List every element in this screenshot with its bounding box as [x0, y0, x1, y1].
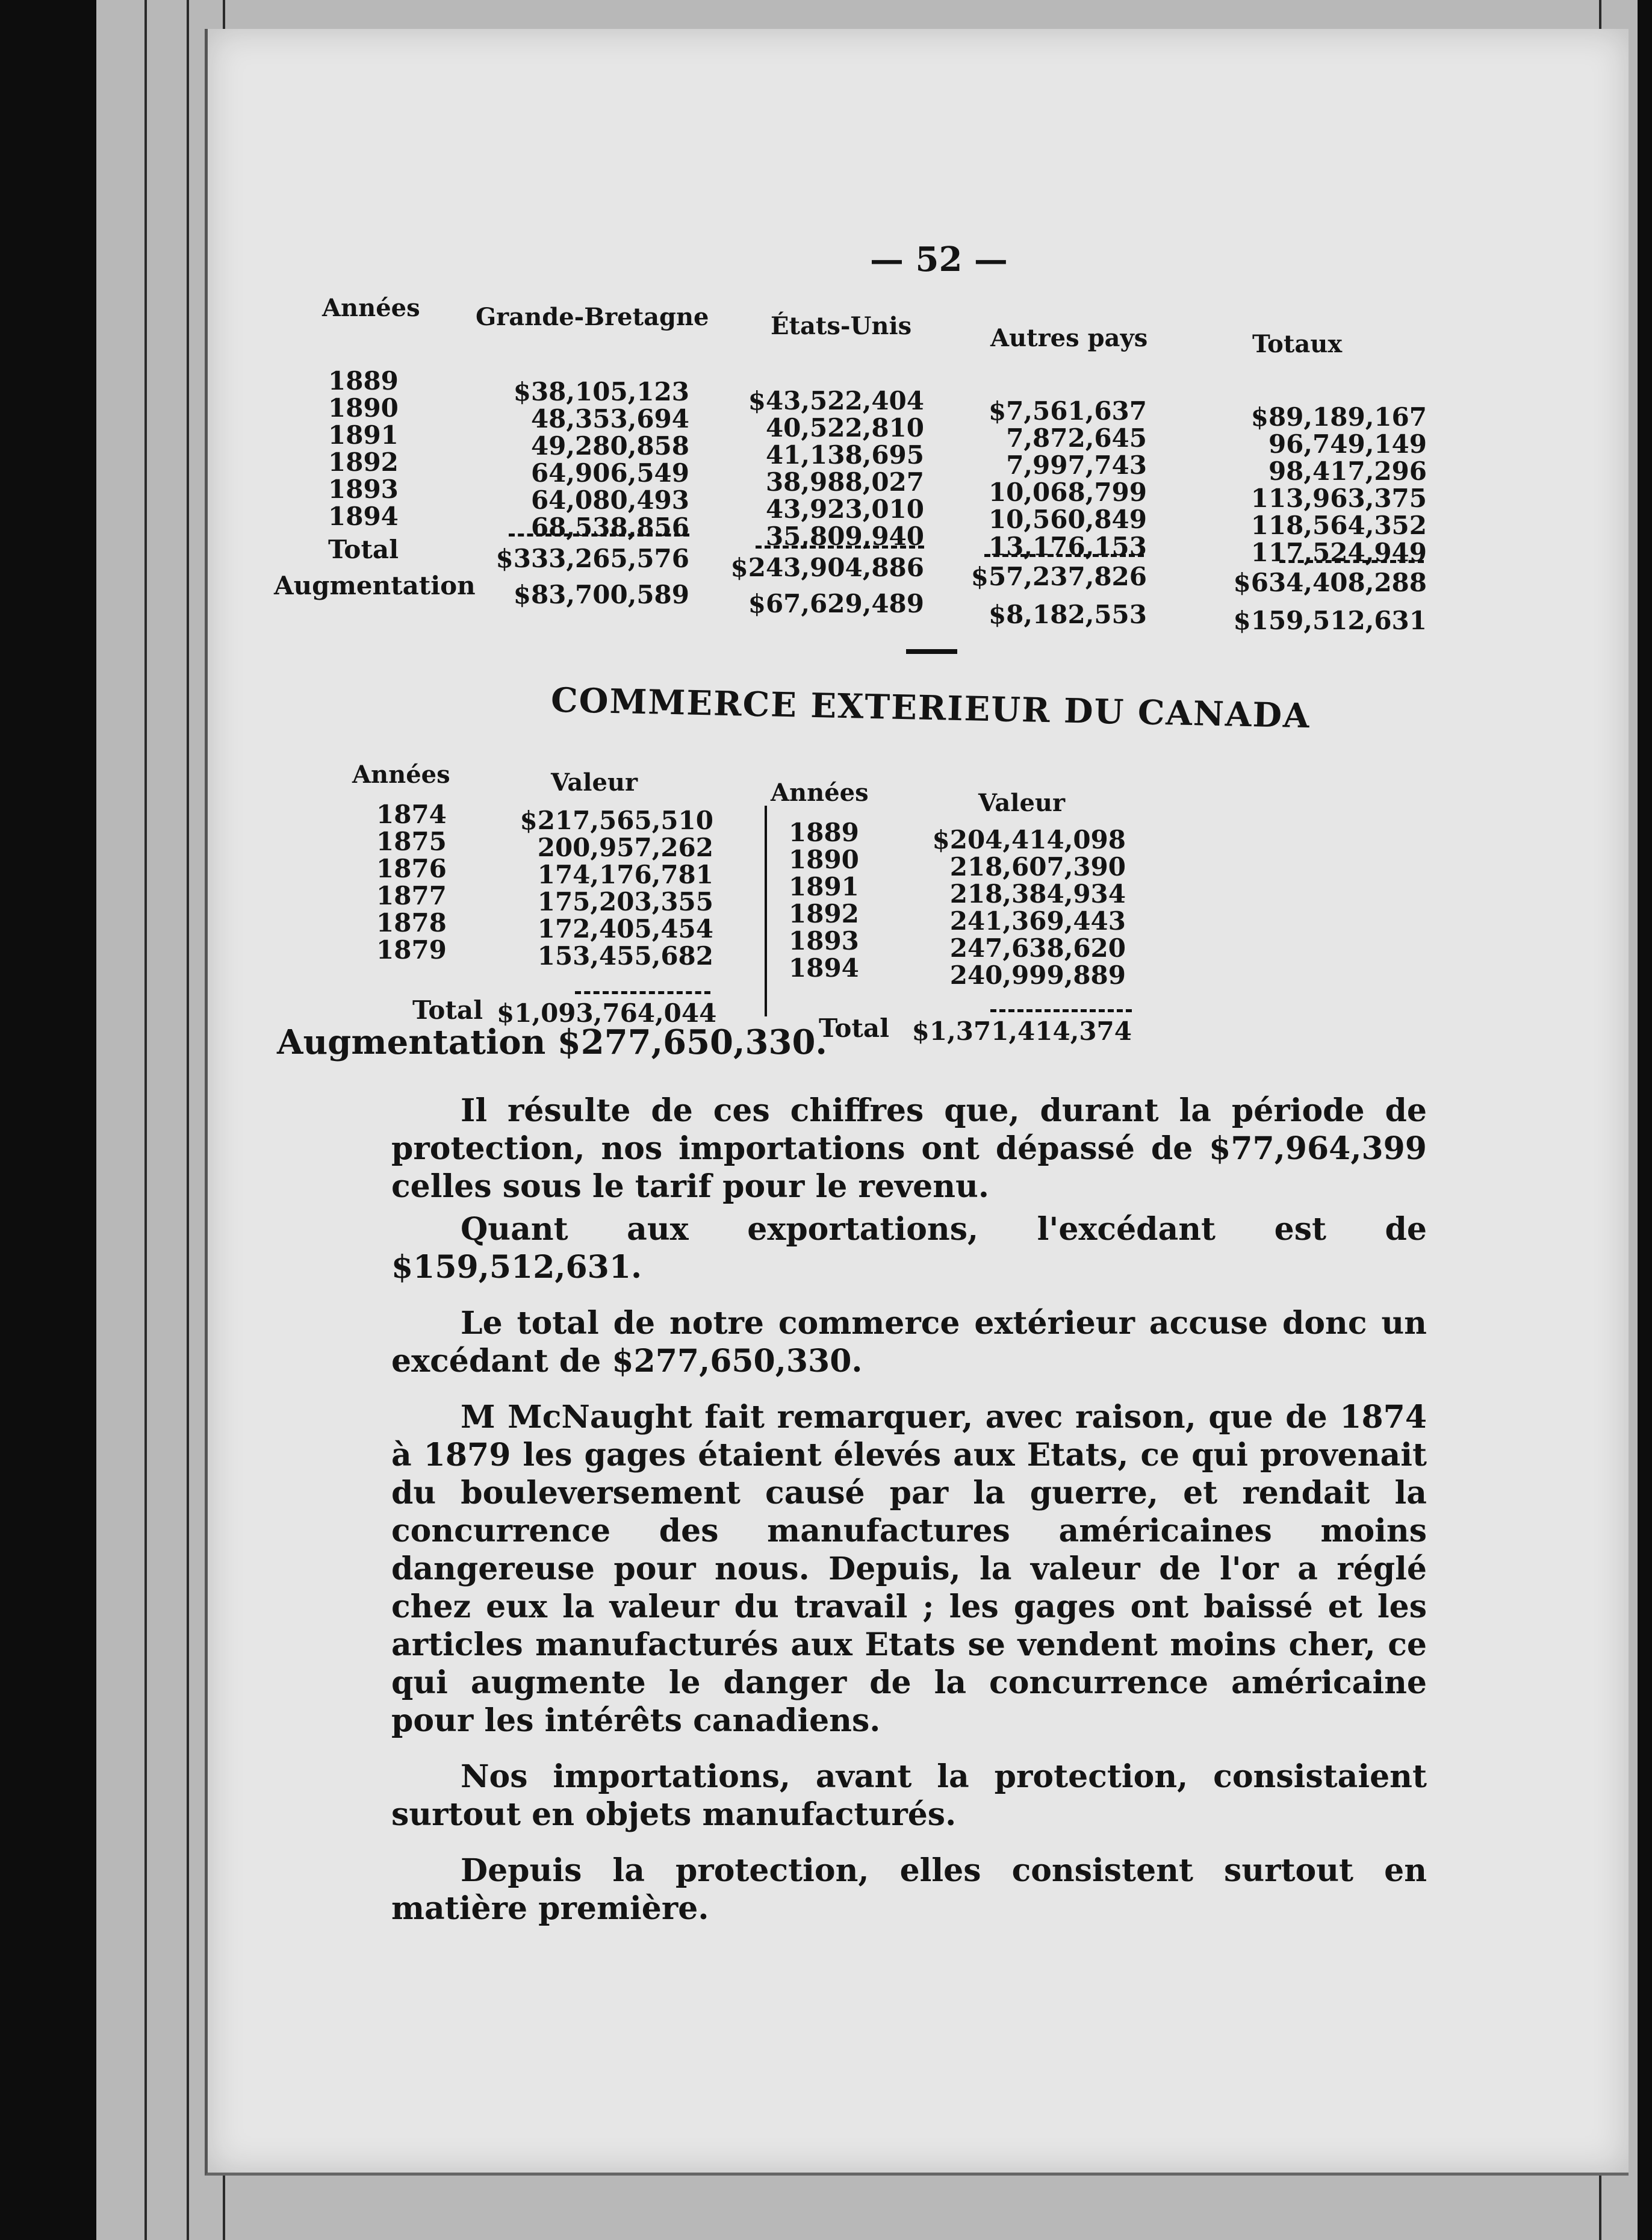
totals-cell: 117,524,949 [1250, 538, 1427, 567]
great-britain-cell: $38,105,123 [513, 377, 689, 406]
year-cell: 1889 [328, 366, 399, 396]
value-cell: 241,369,443 [949, 906, 1126, 936]
value-cell: 174,176,781 [537, 860, 713, 889]
year-cell: 1879 [376, 935, 447, 965]
totals-cell: 98,417,296 [1268, 456, 1427, 486]
header-united-states: États-Unis [771, 312, 912, 340]
paragraph: Depuis la protection, elles consistent surtout en matière première. [391, 1852, 1427, 1927]
united-states-cell: $43,522,404 [748, 386, 924, 415]
united-states-cell: 38,988,027 [765, 467, 924, 497]
year-cell: 1894 [789, 953, 859, 983]
book-page [205, 29, 1629, 2176]
great-britain-cell: 64,906,549 [530, 458, 689, 488]
page-number: — 52 — [870, 240, 1008, 279]
total-value: $1,371,414,374 [911, 1016, 1132, 1046]
year-cell: 1892 [328, 447, 399, 477]
paragraph: Nos importations, avant la protection, consistaient surtout en objets manufacturés. [391, 1758, 1427, 1833]
total-other-countries: $57,237,826 [970, 562, 1147, 591]
header-other-countries: Autres pays [990, 324, 1148, 352]
section-title: COMMERCE EXTERIEUR DU CANADA [550, 680, 1311, 736]
united-states-cell: 35,809,940 [765, 521, 924, 551]
totals-cell: 118,564,352 [1250, 511, 1427, 540]
other-countries-cell: 7,872,645 [1006, 423, 1147, 453]
year-cell: 1877 [376, 881, 447, 910]
total-label: Total [819, 1013, 890, 1043]
increase-united-states: $67,629,489 [748, 589, 924, 618]
year-cell: 1891 [328, 420, 399, 450]
united-states-cell: 43,923,010 [765, 494, 924, 524]
header-years: Années [771, 779, 869, 807]
total-totals: $634,408,288 [1233, 568, 1427, 597]
great-britain-cell: 48,353,694 [530, 404, 689, 434]
increase-totals: $159,512,631 [1233, 606, 1427, 635]
other-countries-cell: 13,176,153 [988, 532, 1147, 561]
totals-cell: 96,749,149 [1268, 429, 1427, 459]
total-value: $1,093,764,044 [497, 998, 717, 1028]
year-cell: 1874 [376, 800, 447, 829]
value-cell: $217,565,510 [520, 806, 713, 835]
united-states-cell: 41,138,695 [765, 440, 924, 470]
increase-label: Augmentation [274, 571, 476, 600]
body-text [391, 1092, 1427, 1927]
total-united-states: $243,904,886 [730, 553, 924, 582]
header-value: Valeur [551, 768, 638, 797]
year-cell: 1890 [328, 393, 399, 423]
value-cell: 218,607,390 [949, 852, 1126, 882]
great-britain-cell: 64,080,493 [530, 485, 689, 515]
sum-rule [509, 534, 689, 537]
paragraph: Le total de notre commerce extérieur accuse donc un excédant de $277,650,330. [391, 1305, 1427, 1380]
sum-rule [756, 546, 924, 549]
total-great-britain: $333,265,576 [495, 544, 689, 573]
year-cell: 1893 [789, 926, 859, 956]
year-cell: 1875 [376, 827, 447, 856]
total-label: Total [412, 995, 483, 1025]
other-countries-cell: 10,068,799 [988, 478, 1147, 507]
other-countries-cell: 10,560,849 [988, 505, 1147, 534]
header-value: Valeur [978, 789, 1066, 817]
other-countries-cell: $7,561,637 [988, 396, 1147, 426]
value-cell: 200,957,262 [537, 833, 713, 862]
year-cell: 1878 [376, 908, 447, 938]
year-cell: 1894 [328, 502, 399, 531]
sum-rule [575, 991, 710, 994]
paragraph: Quant aux exportations, l'excédant est de $159,512,631. [391, 1211, 1427, 1286]
increase-other-countries: $8,182,553 [988, 600, 1147, 629]
other-countries-cell: 7,997,743 [1006, 450, 1147, 480]
section-divider [906, 649, 957, 654]
totals-cell: $89,189,167 [1250, 402, 1427, 432]
sum-rule [1279, 560, 1424, 563]
header-years: Années [352, 761, 450, 789]
value-cell: 218,384,934 [949, 879, 1126, 909]
page-edge [144, 0, 147, 2240]
page-edge [187, 0, 189, 2240]
value-cell: 240,999,889 [949, 960, 1126, 990]
column-divider [765, 806, 767, 1016]
totals-cell: 113,963,375 [1250, 484, 1427, 513]
value-cell: 172,405,454 [537, 914, 713, 944]
value-cell: $204,414,098 [932, 825, 1126, 854]
value-cell: 247,638,620 [949, 933, 1126, 963]
value-cell: 175,203,355 [537, 887, 713, 916]
great-britain-cell: 68,538,856 [530, 512, 689, 542]
commerce-increase: Augmentation $277,650,330. [277, 1022, 827, 1062]
year-cell: 1893 [328, 474, 399, 504]
total-label: Total [328, 535, 399, 564]
paragraph: Il résulte de ces chiffres que, durant la période de protection, nos importations ont dépassé de $77,964,399 celles sous le tarif pour le revenu. [391, 1092, 1427, 1205]
year-cell: 1889 [789, 818, 859, 847]
header-years: Années [322, 294, 420, 322]
increase-great-britain: $83,700,589 [513, 580, 689, 609]
header-totals: Totaux [1252, 330, 1343, 358]
header-great-britain: Grande-Bretagne [476, 303, 709, 331]
sum-rule [984, 554, 1144, 557]
year-cell: 1890 [789, 845, 859, 874]
great-britain-cell: 49,280,858 [530, 431, 689, 461]
year-cell: 1891 [789, 872, 859, 901]
united-states-cell: 40,522,810 [765, 413, 924, 443]
paragraph: M McNaught fait remarquer, avec raison, que de 1874 à 1879 les gages étaient élevés aux Etats, ce qui provenait du bouleversement causé par la guerre, et rendait la concurrence des manufactures américaines moins dangereuse pour nous. Depuis, la valeur de l'or a réglé chez eux la valeur du travail ; les gages ont baissé et les articles manufacturés aux Etats se vendent moins cher, ce qui augmente le danger de la concurrence américaine pour les intérêts canadiens. [391, 1399, 1427, 1739]
year-cell: 1892 [789, 899, 859, 929]
sum-rule [990, 1009, 1132, 1012]
value-cell: 153,455,682 [537, 941, 713, 971]
year-cell: 1876 [376, 854, 447, 883]
